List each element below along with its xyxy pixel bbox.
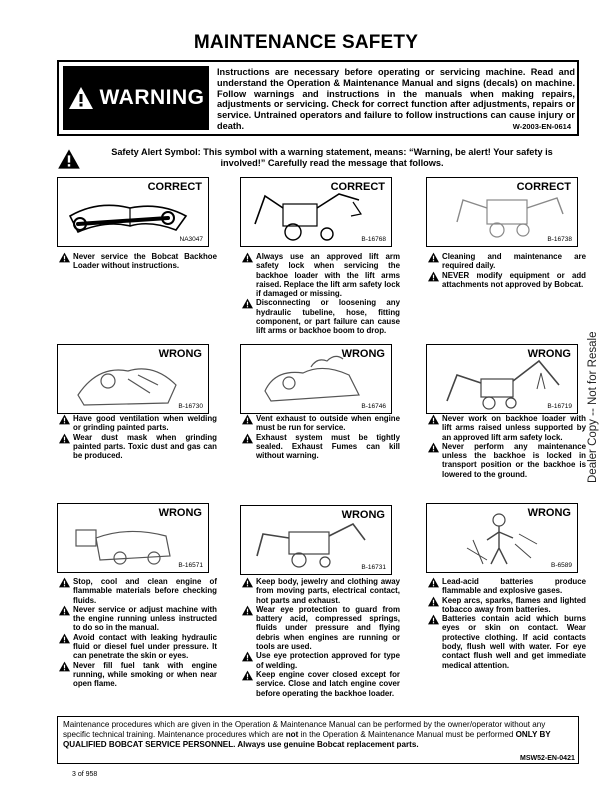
panel-wrong-batteries [426, 503, 578, 573]
warning-text: Instructions are necessary before operating or servicing machine. Read and understand the Operation & Maintenance Manual and signs (decals) on machine. Follow warnings and instructions in the manuals when making repairs, adjustments or servicing. Check for correct function after adjustments, repairs or service. Untrained operators and failure to follow instructions can cause injury or death. [217, 67, 575, 131]
panel-code: B-16571 [178, 562, 203, 569]
panel-code: B-16738 [547, 236, 572, 243]
warning-triangle-icon [241, 670, 254, 681]
panel-label: WRONG [341, 348, 385, 360]
panel-label: WRONG [527, 507, 571, 519]
panel-wrong-fluids [57, 503, 209, 573]
list-item: Have good ventilation when welding or grinding painted parts. [57, 414, 217, 433]
warning-badge-label: WARNING [99, 86, 205, 109]
panel-label: WRONG [158, 507, 202, 519]
warning-triangle-icon [241, 605, 254, 616]
panel-correct-cleaning [426, 177, 578, 247]
safety-alert-line-2: involved!” Carefully read the message that follows. [220, 158, 444, 168]
list-item: Wear eye protection to guard from battery acid, compressed springs, fluids under pressure and flying debris when engines are running or tools are used. [240, 605, 400, 651]
panel-label: CORRECT [147, 181, 202, 193]
list-item: Keep engine cover closed except for service. Close and latch engine cover before operating the backhoe loader. [240, 670, 400, 698]
panel-wrong-exhaust [240, 344, 392, 414]
list-item: Disconnecting or loosening any hydraulic tubeline, hose, fitting component, or part failure can cause lift arms or backhoe boom to drop. [240, 298, 400, 335]
panel-correct-manual [57, 177, 209, 247]
maintenance-note-text: Maintenance procedures which are given in the Operation & Maintenance Manual can be performed by the owner/operator without any specific technical training. Maintenance procedures which are not in the Operation & Maintenance Manual must be performed ONLY BY QUALIFIED BOBCAT SERVICE PERSONNEL. Always use genuine Bobcat replacement parts. [63, 720, 551, 749]
panel-code: B-16730 [178, 403, 203, 410]
panel-wrong-welding [57, 344, 209, 414]
panel-label: WRONG [158, 348, 202, 360]
warning-triangle-icon [58, 433, 71, 444]
panel-text-column [426, 414, 586, 479]
panel-code: NA3047 [179, 236, 203, 243]
panel-correct-lift-lock [240, 177, 392, 247]
panel-label: CORRECT [330, 181, 385, 193]
warning-badge [63, 66, 209, 130]
side-watermark-text: Dealer Copy -- Not for Resale [587, 331, 599, 483]
warning-triangle-icon [427, 271, 440, 282]
list-item: Stop, cool and clean engine of flammable materials before checking fluids. [57, 577, 217, 605]
list-item: Always use an approved lift arm safety lock when servicing the backhoe loader with the lift arms raised. Replace the lift arm safety lock if damaged or missing. [240, 252, 400, 298]
list-item: Batteries contain acid which burns eyes or skin on contact. Wear protective clothing. If acid contacts body, flush well with water. For eye contact flush well and get immediate medical attention. [426, 614, 586, 670]
maintenance-note-code: MSW52-EN-0421 [520, 755, 575, 762]
warning-triangle-icon [427, 252, 440, 263]
panel-code: B-6589 [551, 562, 572, 569]
list-item: Cleaning and maintenance are required daily. [426, 252, 586, 271]
panel-text-column [240, 252, 400, 336]
list-item: Exhaust system must be tightly sealed. Exhaust Fumes can kill without warning. [240, 433, 400, 461]
list-item: Keep body, jewelry and clothing away from moving parts, electrical contact, hot parts and exhaust. [240, 577, 400, 605]
page-number: 3 of 958 [72, 771, 98, 778]
warning-triangle-icon [427, 442, 440, 453]
warning-code: W-2003-EN-0614 [512, 122, 571, 131]
page-title: MAINTENANCE SAFETY [193, 32, 419, 53]
panel-text-column [57, 414, 217, 460]
safety-alert-text [87, 147, 577, 169]
warning-triangle-icon [427, 614, 440, 625]
list-item: Use eye protection approved for type of welding. [240, 651, 400, 670]
safety-alert-icon [57, 148, 81, 170]
panel-text-column [57, 577, 217, 689]
warning-box [57, 60, 579, 136]
panel-label: WRONG [341, 509, 385, 521]
panel-label: CORRECT [516, 181, 571, 193]
safety-alert-line-1: Safety Alert Symbol: This symbol with a warning statement, means: “Warning, be alert! Your safety is [111, 147, 553, 157]
panel-text-column [240, 414, 400, 460]
list-item: Vent exhaust to outside when engine must be run for service. [240, 414, 400, 433]
warning-triangle-icon [58, 577, 71, 588]
warning-triangle-icon [58, 605, 71, 616]
warning-triangle-icon [427, 577, 440, 588]
panel-text-column [426, 577, 586, 670]
warning-triangle-icon [427, 414, 440, 425]
list-item: Never perform any maintenance unless the backhoe is locked in transport position or the backhoe is lowered to the ground. [426, 442, 586, 479]
list-item: Never fill fuel tank with engine running, while smoking or when near open flame. [57, 661, 217, 689]
panel-code: B-16731 [361, 564, 386, 571]
list-item: Keep arcs, sparks, flames and lighted tobacco away from batteries. [426, 596, 586, 615]
warning-triangle-icon [68, 86, 94, 110]
warning-triangle-icon [58, 661, 71, 672]
list-item: Never work on backhoe loader with lift arms raised unless supported by an approved lift arm safety lock. [426, 414, 586, 442]
warning-triangle-icon [58, 633, 71, 644]
warning-triangle-icon [241, 298, 254, 309]
list-item: Never service the Bobcat Backhoe Loader without instructions. [57, 252, 217, 271]
list-item: Avoid contact with leaking hydraulic fluid or diesel fuel under pressure. It can penetrate the skin or eyes. [57, 633, 217, 661]
warning-triangle-icon [58, 252, 71, 263]
panel-label: WRONG [527, 348, 571, 360]
panel-text-column [240, 577, 400, 698]
panel-code: B-16719 [547, 403, 572, 410]
panel-text-column [426, 252, 586, 289]
panel-text-column [57, 252, 217, 271]
list-item: NEVER modify equipment or add attachments not approved by Bobcat. [426, 271, 586, 290]
warning-triangle-icon [241, 651, 254, 662]
warning-triangle-icon [241, 252, 254, 263]
warning-triangle-icon [427, 596, 440, 607]
panel-wrong-raised-arms [426, 344, 578, 414]
warning-triangle-icon [58, 414, 71, 425]
list-item: Lead-acid batteries produce flammable and explosive gases. [426, 577, 586, 596]
safety-alert-row [57, 146, 579, 172]
warning-triangle-icon [241, 433, 254, 444]
list-item: Never service or adjust machine with the engine running unless instructed to do so in the manual. [57, 605, 217, 633]
warning-triangle-icon [241, 414, 254, 425]
maintenance-note-box [57, 716, 579, 764]
list-item: Wear dust mask when grinding painted parts. Toxic dust and gas can be produced. [57, 433, 217, 461]
panel-wrong-moving-parts [240, 505, 392, 575]
panel-code: B-16746 [361, 403, 386, 410]
warning-triangle-icon [241, 577, 254, 588]
panel-code: B-16768 [361, 236, 386, 243]
